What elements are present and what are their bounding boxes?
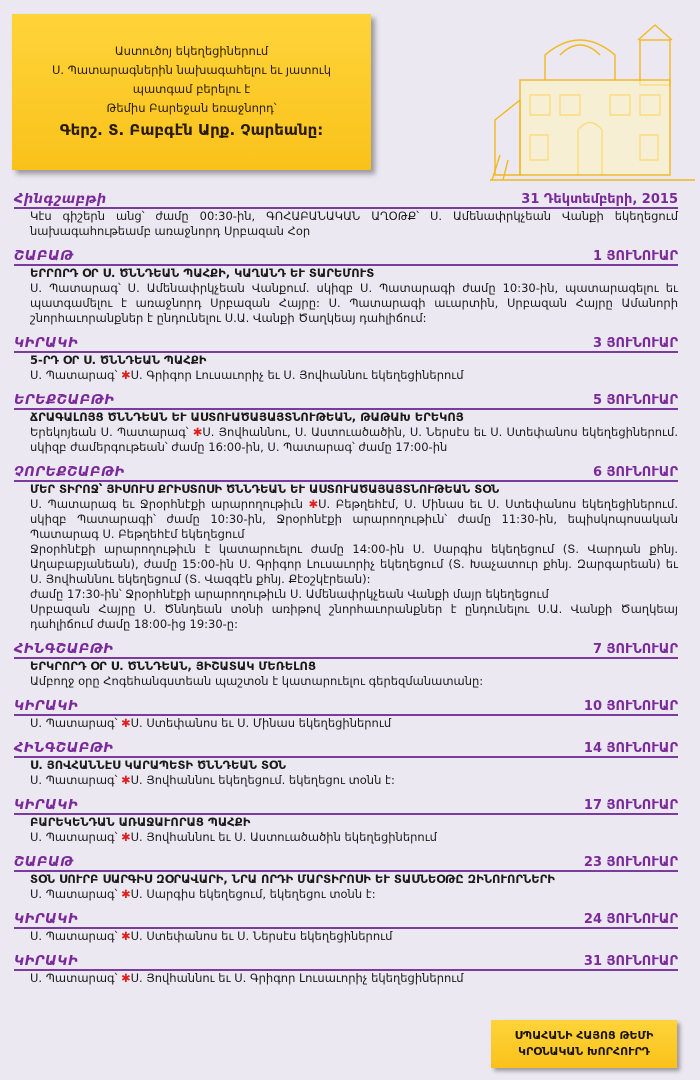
signature-line: ԿՐՕՆԱԿԱՆ ԽՈՐՀՈՒՐԴ xyxy=(518,1045,650,1058)
event-body: Ամբողջ օրը Հոգեհանգստեան պաշտօն է կատարուելու գերեզմանատանը: xyxy=(30,674,484,688)
event-body: Ս. Պատարագ՝ Ս. Ամենափրկչեան Վանքում. սկիզբ Ս. Պատարագի ժամը 10:30-ին, պատարագելու եւ պատգամելու է առաջնորդ Սրբազան Հայրը: Ս. Պատարագի աւարտին, Սրբազան Հայրը Ամանորի շնորհաւորանքներ է ընդունելու Ս.Ա. Վանքի Ծաղկեայ դահլիճում: xyxy=(30,281,678,325)
day-name: ԿԻՐԱԿԻ xyxy=(14,954,79,969)
schedule-day-header xyxy=(14,697,678,716)
star-icon: ✱ xyxy=(120,887,131,901)
notice-line: Թեմիս Բարեջան եռաջնորդ՝ xyxy=(106,101,277,115)
event-body: Ս. Պատարագ եւ Ջրօրհնէքի արարողութիւն ✱Ս. Բեթղեհէմ, Ս. Մինաս եւ Ս. Ստեփանոս եկեղեցիներում. սկիզբ Պատարագի՝ ժամը 10:30-ին, Ջրօրհնէքի արարողութիւն՝ ժամը 11:30-ին, եպիսկոպոսական Պատարագ Ս. Բեթղեհէմ եկեղեցում xyxy=(30,497,678,541)
day-name: ՇԱԲԱԹ xyxy=(14,249,74,264)
event-body: Երեկոյեան Ս. Պատարագ՝ ✱Ս. Յովհաննու, Ս. Աստուածածին, Ս. Ներսէս եւ Ս. Ստեփանոս եկեղեցիներում. սկիզբ ժամերգութեան՝ ժամը 16:00-ին, Ս. Պատարագ՝ ժամը 17:00-ին xyxy=(30,425,678,454)
day-date: 23 ՅՈՒՆՈՒԱՐ xyxy=(583,855,678,870)
event-body: Ս. Պատարագ՝ ✱Ս. Յովհաննու եկեղեցում. եկեղեցու տօնն է: xyxy=(30,773,395,787)
schedule-day-header xyxy=(14,952,678,971)
notice-box xyxy=(12,14,371,170)
signature-line: ՍՊԱՀԱՆԻ ՀԱՅՈՑ ԹԵՄԻ xyxy=(514,1029,654,1042)
schedule-day-header xyxy=(14,910,678,929)
day-date: 1 ՅՈՒՆՈՒԱՐ xyxy=(592,249,678,264)
notice-line: Ս. Պատարագներին նախագահելու եւ յատուկ xyxy=(51,63,332,77)
notice-line: Աստուծոյ եկեղեցիներում xyxy=(114,44,269,58)
schedule-day-header xyxy=(14,334,678,353)
day-name: ԿԻՐԱԿԻ xyxy=(14,798,79,813)
day-name: ԿԻՐԱԿԻ xyxy=(14,912,79,927)
event-body: Ս. Պատարագ՝ ✱Ս. Սարգիս եկեղեցում, եկեղեցու տօնն է: xyxy=(30,887,376,901)
star-icon: ✱ xyxy=(308,497,319,511)
schedule-day-header xyxy=(14,796,678,815)
day-date: 31 ՅՈՒՆՈՒԱՐ xyxy=(583,954,678,969)
day-date: 17 ՅՈՒՆՈՒԱՐ xyxy=(583,798,678,813)
day-date: 24 ՅՈՒՆՈՒԱՐ xyxy=(583,912,678,927)
schedule-day-header xyxy=(14,190,678,209)
event-extra: ժամը 17:30-ին՝ Ջրօրհնէքի արարողութիւն Ս. Ամենափրկչեան Վանքի մայր եկեղեցում xyxy=(30,587,549,601)
day-name: ԵՐԵՔՇԱԲԹԻ xyxy=(14,393,115,408)
schedule-day-header xyxy=(14,853,678,872)
event-body: Ս. Պատարագ՝ ✱Ս. Գրիգոր Լուսաւորիչ եւ Ս. Յովհաննու եկեղեցիներում xyxy=(30,368,464,382)
star-icon: ✱ xyxy=(120,773,131,787)
day-date: 5 ՅՈՒՆՈՒԱՐ xyxy=(592,393,678,408)
day-date: 31 Դեկտեմբերի, 2015 xyxy=(521,192,678,207)
event-title: Ս. ՅՈՎՀԱՆՆԷՍ ԿԱՐԱՊԵՏԻ ԾՆՆԴԵԱՆ ՏՕՆ xyxy=(30,758,286,772)
event-title: ՄԵՐ ՏԻՐՈՋ՝ ՅԻՍՈՒՍ ՔՐԻՍՏՈՍԻ ԾՆՆԴԵԱՆ ԵՒ ԱՍՏՈՒԱԾԱՅԱՅՏՆՈՒԹԵԱՆ ՏՕՆ xyxy=(30,482,500,496)
schedule-day-header xyxy=(14,463,678,482)
event-body: Ս. Պատարագ՝ ✱Ս. Ստեփանոս եւ Ս. Ներսէս եկեղեցիներում xyxy=(30,929,393,943)
day-name: ՀԻՆԳՇԱԲԹԻ xyxy=(14,642,114,657)
day-name: ՇԱԲԱԹ xyxy=(14,855,74,870)
star-icon: ✱ xyxy=(192,425,203,439)
event-body: Ս. Պատարագ՝ ✱Ս. Ստեփանոս եւ Ս. Մինաս եկեղեցիներում xyxy=(30,716,392,730)
day-name: ԿԻՐԱԿԻ xyxy=(14,336,79,351)
event-body: Ս. Պատարագ՝ ✱Ս. Յովհաննու եւ Ս. Գրիգոր Լուսաւորիչ եկեղեցիներում xyxy=(30,971,464,985)
star-icon: ✱ xyxy=(120,368,131,382)
event-body: Կէս գիշերն անց՝ ժամը 00:30-ին, ԳՈՀԱԲԱՆԱԿԱՆ ԱՂՕԹՔ՝ Ս. Ամենափրկչեան Վանքի եկեղեցում նախագահութեամբ առաջնորդ Սրբազան Հօր xyxy=(30,209,678,238)
schedule xyxy=(14,190,678,994)
signature-box xyxy=(491,1020,677,1068)
day-name: ԿԻՐԱԿԻ xyxy=(14,699,79,714)
event-title: ԲԱՐԵԿԵՆԴԱՆ ԱՌԱՋԱՒՈՐԱՑ ՊԱՀՔԻ xyxy=(30,815,251,829)
event-body: Ս. Պատարագ՝ ✱Ս. Յովհաննու եւ Ս. Աստուածածին եկեղեցիներում xyxy=(30,830,437,844)
event-extra: Ջրօրհնէքի արարողութիւն է կատարուելու ժամը 14:00-ին Ս. Սարգիս եկեղեցում (Տ. Վարդան քհնյ. Աղաբաբյանեան), ժամը 15:00-ին Ս. Գրիգոր Լուսաւորիչ եկեղեցում (Տ. Խաչատուր քհնյ. Զարգարեան) եւ Ս. Յովհաննու եկեղեցում (Տ. Վազգէն քհնյ. Քէօշկէրեան): xyxy=(30,542,678,586)
day-date: 14 ՅՈՒՆՈՒԱՐ xyxy=(583,741,678,756)
schedule-day-header xyxy=(14,640,678,659)
schedule-day-header xyxy=(14,391,678,410)
day-name: ՀԻՆԳՇԱԲԹԻ xyxy=(14,741,114,756)
schedule-day-header xyxy=(14,247,678,266)
event-title: ԵՐՐՈՐԴ ՕՐ Ս. ԾՆՆԴԵԱՆ ՊԱՀՔԻ, ԿԱՂԱՆԴ ԵՒ ՏԱՐԵՄՈՒՏ xyxy=(30,266,375,280)
church-illustration xyxy=(490,20,695,185)
day-date: 6 ՅՈՒՆՈՒԱՐ xyxy=(592,465,678,480)
schedule-day-header xyxy=(14,739,678,758)
day-name: ՉՈՐԵՔՇԱԲԹԻ xyxy=(14,465,125,480)
event-title: ԵՐԿՐՈՐԴ ՕՐ Ս. ԾՆՆԴԵԱՆ, ՅԻՇԱՏԱԿ ՄԵՌԵԼՈՑ xyxy=(30,659,316,673)
star-icon: ✱ xyxy=(120,971,131,985)
notice-line: պատգամ բերելու է xyxy=(132,82,251,96)
day-date: 10 ՅՈՒՆՈՒԱՐ xyxy=(583,699,678,714)
star-icon: ✱ xyxy=(120,716,131,730)
day-date: 7 ՅՈՒՆՈՒԱՐ xyxy=(592,642,678,657)
day-name: Հինգշաբթի xyxy=(14,192,107,207)
notice-name: Գերշ. Տ. Բաբգէն Արք. Չարեանը: xyxy=(59,121,324,139)
star-icon: ✱ xyxy=(120,929,131,943)
day-date: 3 ՅՈՒՆՈՒԱՐ xyxy=(592,336,678,351)
event-title: 5-ՐԴ ՕՐ Ս. ԾՆՆԴԵԱՆ ՊԱՀՔԻ xyxy=(30,353,207,367)
event-title: ՏՕՆ ՍՈՒՐԲ ՍԱՐԳԻՍ ԶՕՐԱՎԱՐԻ, ՆՐԱ ՈՐԴԻ ՄԱՐՏԻՐՈՍԻ ԵՒ ՏԱՍՆԵՕԹԸ ԶԻՆՈՒՈՐՆԵՐԻ xyxy=(30,872,555,886)
star-icon: ✱ xyxy=(120,830,131,844)
event-title: ՃՐԱԳԱԼՈՅՑ ԾՆՆԴԵԱՆ ԵՒ ԱՍՏՈՒԱԾԱՅԱՅՏՆՈՒԹԵԱՆ, ԹԱԹԱԽ ԵՐԵԿՈՅ xyxy=(30,410,464,424)
event-extra: Սրբազան Հայրը Ս. Ծննդեան տօնի առիթով շնորհաւորանքներ է ընդունելու Ս.Ա. Վանքի Ծաղկեայ դահլիճում ժամը 18:00-ից 19:30-ը: xyxy=(30,602,678,631)
